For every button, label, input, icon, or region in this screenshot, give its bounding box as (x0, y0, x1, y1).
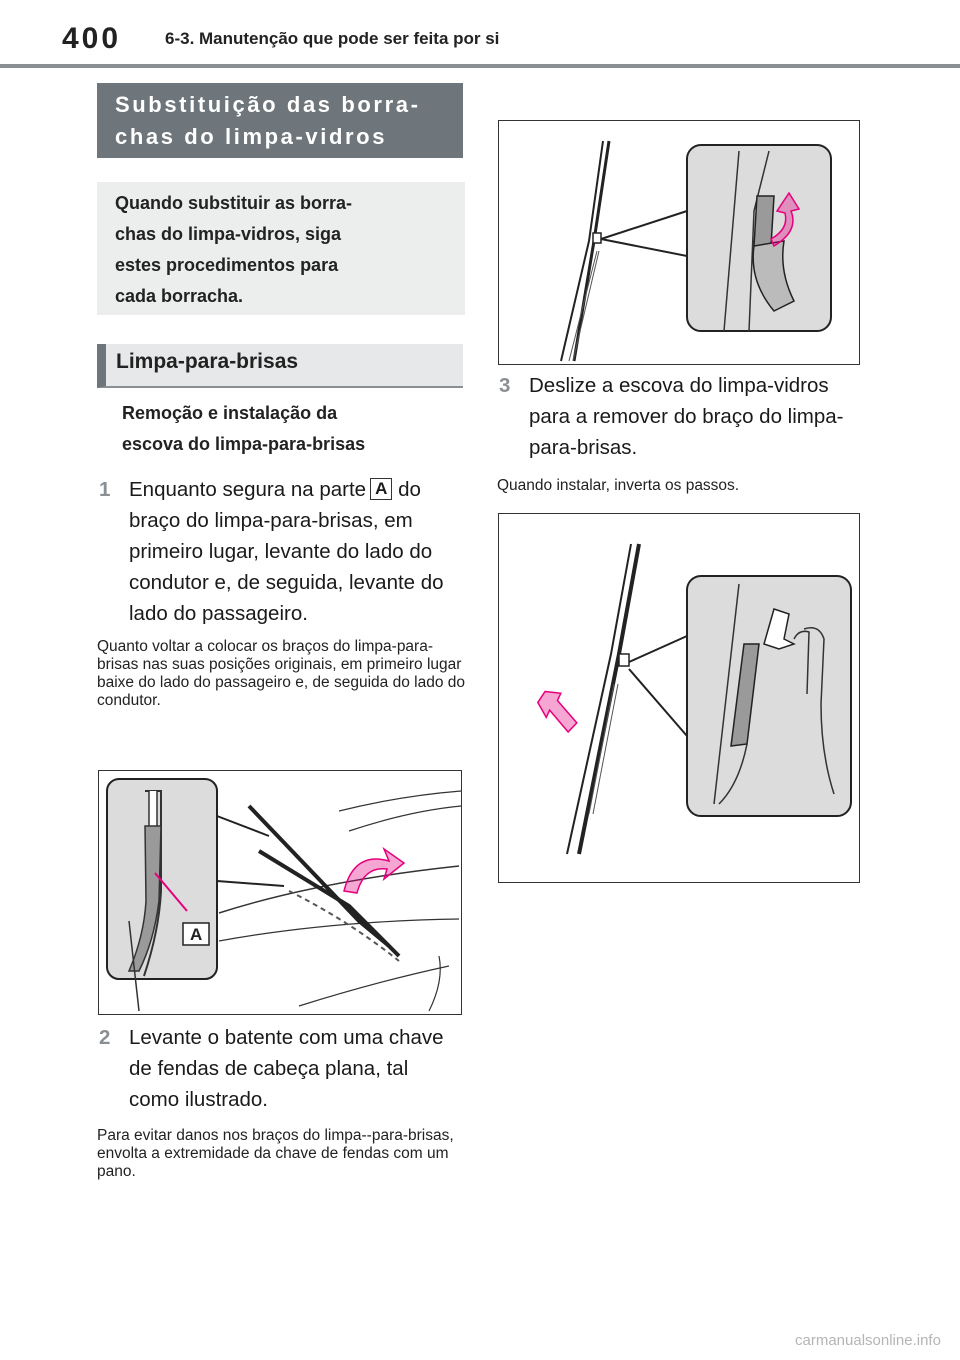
step-number: 3 (499, 374, 511, 397)
figure-stopper-lift (498, 120, 860, 365)
note-step-1: Quanto voltar a colocar os braços do limpa-para-brisas nas suas posições originais, em primeiro lugar baixe do lado do passageiro e, de seguida do lado do condutor. (97, 638, 465, 709)
step-text: Deslize a escova do limpa-vidros para a remover do braço do limpa-para-brisas. (529, 374, 844, 459)
intro-text: Quando substituir as borra- chas do limpa-vidros, siga estes procedimentos para cada borracha. (115, 193, 353, 306)
section-title (97, 83, 463, 158)
wiper-arm-lift-illustration (99, 771, 462, 1015)
step-text-after: do braço do limpa-para-brisas, em primeiro lugar, levante do lado do condutor e, de seguida, levante do lado do passageiro. (129, 478, 444, 625)
step-number: 1 (99, 478, 111, 501)
step-text-before: Enquanto segura na parte (129, 478, 367, 501)
subheading-text: Limpa-para-brisas (116, 350, 299, 373)
step-1 (99, 474, 459, 629)
step-3 (499, 370, 859, 463)
stopper-lift-illustration (499, 121, 860, 365)
step-number: 2 (99, 1026, 111, 1049)
step-text (99, 474, 459, 629)
step-text: Levante o batente com uma chave de fendas de cabeça plana, tal como ilustrado. (129, 1026, 444, 1111)
step-2 (99, 1022, 459, 1115)
section-header: 6-3. Manutenção que pode ser feita por si (165, 29, 500, 48)
section-title-text: Substituição das borra- chas do limpa-vidros (115, 92, 421, 149)
page-number: 400 (62, 22, 122, 55)
subheading (97, 344, 463, 388)
figure-blade-slide (498, 513, 860, 883)
figure-wiper-arm-lift (98, 770, 462, 1015)
label-a-badge: A (370, 478, 392, 500)
blade-slide-illustration (499, 514, 860, 883)
note-step-2: Para evitar danos nos braços do limpa--para-brisas, envolta a extremidade da chave de fendas com um pano. (97, 1127, 454, 1180)
note-step-3: Quando instalar, inverta os passos. (497, 477, 740, 494)
procedure-subtitle: Remoção e instalação da escova do limpa-para-brisas (122, 403, 366, 454)
svg-text:A: A (190, 925, 203, 944)
watermark: carmanualsonline.info (795, 1332, 941, 1349)
intro-box (97, 182, 465, 315)
header-rule (0, 64, 960, 68)
